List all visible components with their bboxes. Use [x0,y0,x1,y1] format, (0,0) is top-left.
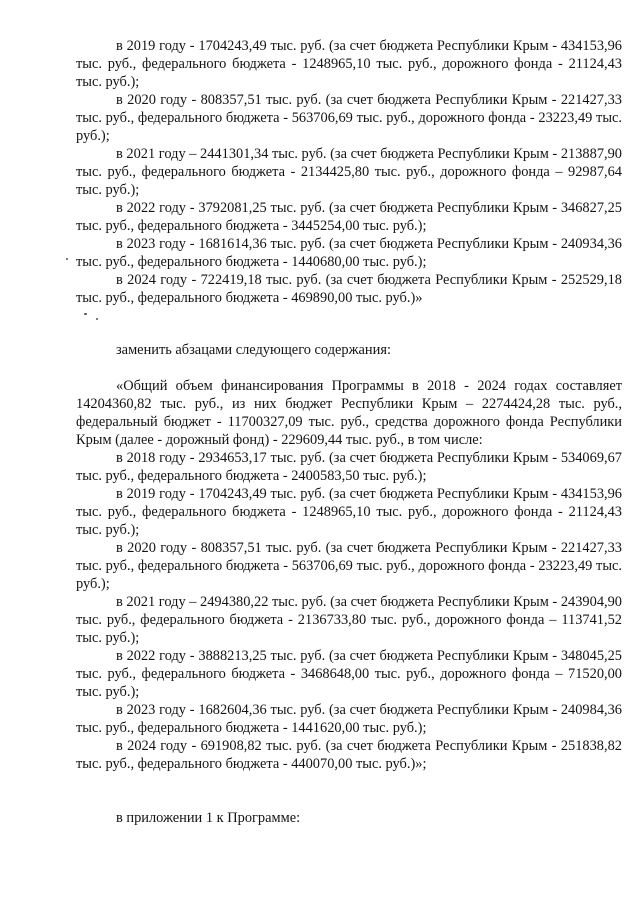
funding-2023-old: в 2023 году - 1681614,36 тыс. руб. (за счет бюджета Республики Крым - 240934,36 тыс. руб., федерального бюджета - 1440680,00 тыс. руб.); [76,236,622,270]
funding-2019-new: в 2019 году - 1704243,49 тыс. руб. (за счет бюджета Республики Крым - 434153,96 тыс. руб., федерального бюджета - 1248965,10 тыс. руб., дорожного фонда - 21124,43 тыс. руб.); [76,486,622,538]
appendix-instruction: в приложении 1 к Программе: [116,810,301,826]
funding-2021-new: в 2021 году – 2494380,22 тыс. руб. (за счет бюджета Республики Крым - 243904,90 тыс. руб., федерального бюджета - 2136733,80 тыс. руб., дорожного фонда – 113741,52 тыс. руб.); [76,594,622,646]
funding-2022-new: в 2022 году - 3888213,25 тыс. руб. (за счет бюджета Республики Крым - 348045,25 тыс. руб., федерального бюджета - 3468648,00 тыс. руб., дорожного фонда – 71520,00 тыс. руб.); [76,648,622,700]
funding-2024-old: в 2024 году - 722419,18 тыс. руб. (за счет бюджета Республики Крым - 252529,18 тыс. руб., федерального бюджета - 469890,00 тыс. руб.)» [76,272,622,306]
scan-speck [96,318,98,320]
scan-speck [66,258,68,260]
funding-2019-old: в 2019 году - 1704243,49 тыс. руб. (за счет бюджета Республики Крым - 434153,96 тыс. руб., федерального бюджета - 1248965,10 тыс. руб., дорожного фонда - 21124,43 тыс. руб.); [76,38,622,90]
scan-speck [84,313,87,315]
document-page [76,37,622,827]
funding-2020-old: в 2020 году - 808357,51 тыс. руб. (за счет бюджета Республики Крым - 221427,33 тыс. руб., федерального бюджета - 563706,69 тыс. руб., дорожного фонда - 23223,49 тыс. руб.); [76,92,622,144]
replace-instruction: заменить абзацами следующего содержания: [116,342,391,358]
total-funding-paragraph: «Общий объем финансирования Программы в 2018 - 2024 годах составляет 14204360,82 тыс. руб., из них бюджет Республики Крым – 2274424,28 тыс. руб., федеральный бюджет - 11700327,09 тыс. руб., средства дорожного фонда Республики Крым (далее - дорожный фонд) - 229609,44 тыс. руб., в том числе: [76,378,622,448]
funding-2023-new: в 2023 году - 1682604,36 тыс. руб. (за счет бюджета Республики Крым - 240984,36 тыс. руб., федерального бюджета - 1441620,00 тыс. руб.); [76,702,622,736]
funding-2024-new: в 2024 году - 691908,82 тыс. руб. (за счет бюджета Республики Крым - 251838,82 тыс. руб., федерального бюджета - 440070,00 тыс. руб.)»; [76,738,622,772]
funding-2021-old: в 2021 году – 2441301,34 тыс. руб. (за счет бюджета Республики Крым - 213887,90 тыс. руб., федерального бюджета - 2134425,80 тыс. руб., дорожного фонда – 92987,64 тыс. руб.); [76,146,622,198]
funding-2022-old: в 2022 году - 3792081,25 тыс. руб. (за счет бюджета Республики Крым - 346827,25 тыс. руб., федерального бюджета - 3445254,00 тыс. руб.); [76,200,622,234]
funding-2018-new: в 2018 году - 2934653,17 тыс. руб. (за счет бюджета Республики Крым - 534069,67 тыс. руб., федерального бюджета - 2400583,50 тыс. руб.); [76,450,622,484]
funding-2020-new: в 2020 году - 808357,51 тыс. руб. (за счет бюджета Республики Крым - 221427,33 тыс. руб., федерального бюджета - 563706,69 тыс. руб., дорожного фонда - 23223,49 тыс. руб.); [76,540,622,592]
